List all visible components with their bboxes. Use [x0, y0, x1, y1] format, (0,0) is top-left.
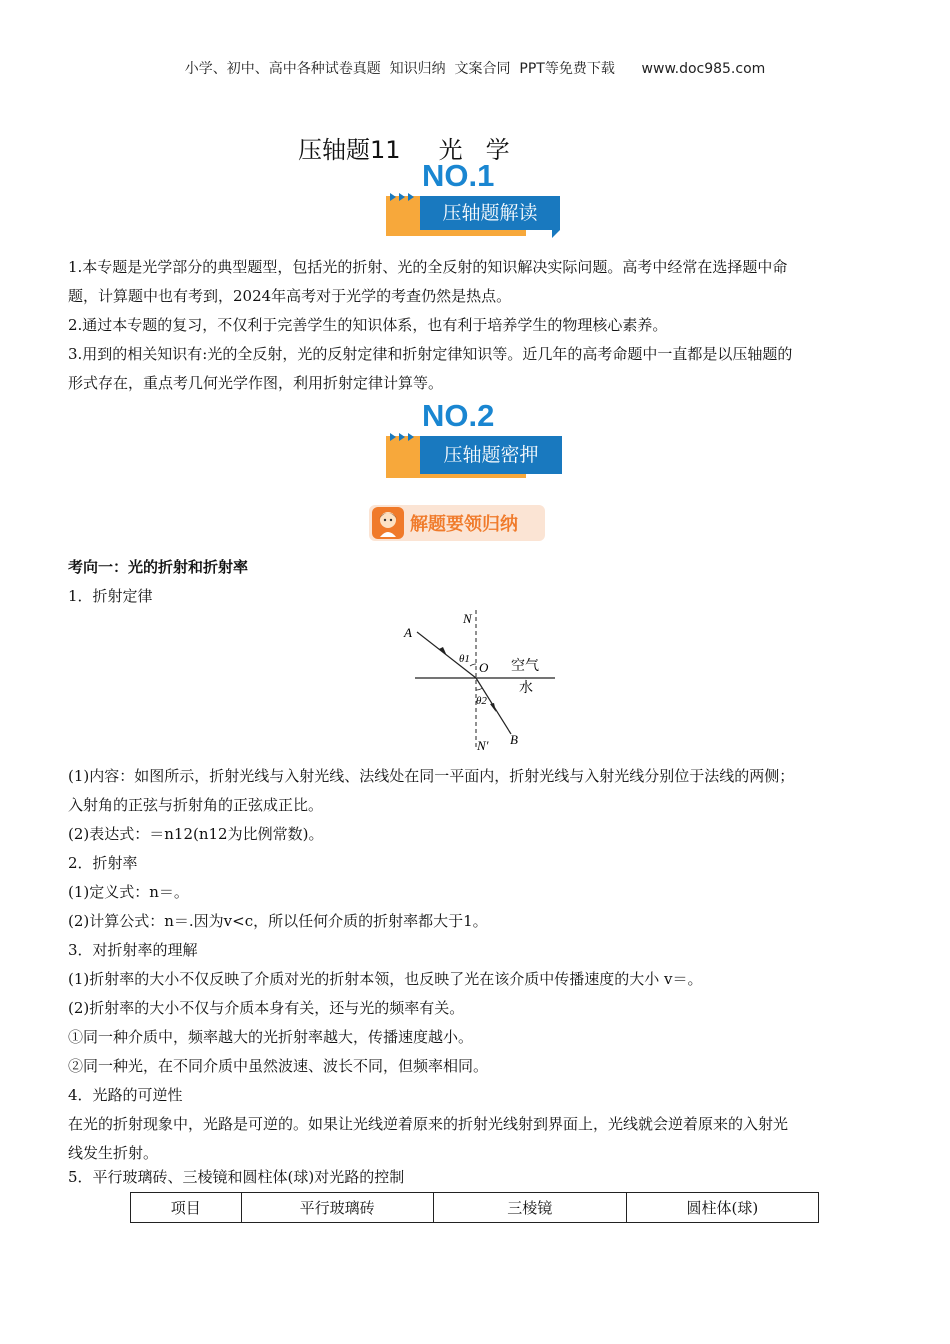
- label-water: 水: [519, 680, 533, 696]
- arrow-icon: [399, 193, 405, 201]
- body-line: 入射角的正弦与折射角的正弦成正比。: [68, 796, 324, 814]
- intro-line: 2.通过本专题的复习，不仅利于完善学生的知识体系，也有利于培养学生的物理核心素养。: [68, 316, 668, 334]
- badge-number: NO.2: [422, 398, 495, 433]
- angle-arc-2: [476, 688, 482, 690]
- angle-arc-1: [470, 664, 476, 666]
- intro-line: 3.用到的相关知识有:光的全反射，光的反射定律和折射定律知识等。近几年的高考命题中一直都是以压轴题的: [68, 345, 793, 363]
- label-N: N: [463, 611, 472, 626]
- arrow-icon: [390, 193, 396, 201]
- body-line: ②同一种光，在不同介质中虽然波速、波长不同，但频率相同。: [68, 1057, 489, 1075]
- body-line: 4．光路的可逆性: [68, 1086, 183, 1104]
- label-air: 空气: [511, 658, 539, 674]
- body-line: (1)定义式：n＝。: [68, 883, 189, 901]
- body-line: (1)折射率的大小不仅反映了介质对光的折射本领，也反映了光在该介质中传播速度的大小 v＝。: [68, 970, 703, 988]
- arrow-icon: [408, 193, 414, 201]
- table-header-cell: 圆柱体(球): [626, 1193, 818, 1223]
- body-line: 3．对折射率的理解: [68, 941, 198, 959]
- badge-corner-icon: [552, 230, 560, 238]
- body-line: 5．平行玻璃砖、三棱镜和圆柱体(球)对光路的控制: [68, 1168, 405, 1186]
- intro-line: 形式存在，重点考几何光学作图，利用折射定律计算等。: [68, 374, 444, 392]
- body-line: 2．折射率: [68, 854, 138, 872]
- badge-label: 压轴题密押: [420, 436, 562, 474]
- arrow-icon: [439, 647, 447, 656]
- body-line: 线发生折射。: [68, 1144, 159, 1162]
- table-header-row: [131, 1193, 819, 1223]
- intro-line: 1.本专题是光学部分的典型题型，包括光的折射、光的全反射的知识解决实际问题。高考中经常在选择题中命: [68, 258, 788, 276]
- table-header-cell: 平行玻璃砖: [241, 1193, 433, 1223]
- intro-line: 题，计算题中也有考到，2024年高考对于光学的考查仍然是热点。: [68, 287, 512, 305]
- site-url[interactable]: www.doc985.com: [641, 61, 766, 77]
- label-A: A: [404, 625, 412, 640]
- label-N-prime: N′: [477, 738, 489, 753]
- page-title: 压轴题11 光 学: [298, 136, 510, 164]
- site-banner: [0, 58, 950, 78]
- topic-heading: 考向一：光的折射和折射率: [68, 558, 249, 576]
- body-line: (2)表达式：＝n12(n12为比例常数)。: [68, 825, 324, 843]
- section-badge-1: [386, 160, 566, 242]
- badge-number: NO.1: [422, 158, 495, 193]
- body-line: ①同一种介质中，频率越大的光折射率越大，传播速度越小。: [68, 1028, 474, 1046]
- arrow-icon: [390, 433, 396, 441]
- table-header-cell: 三棱镜: [433, 1193, 626, 1223]
- label-theta1: θ1: [459, 653, 470, 665]
- banner-text: 小学、初中、高中各种试卷真题 知识归纳 文案合同 PPT等免费下载: [184, 61, 615, 77]
- label-theta2: θ2: [476, 695, 487, 707]
- label-O: O: [479, 660, 489, 675]
- section-badge-2: [386, 400, 566, 482]
- body-line: (1)内容：如图所示，折射光线与入射光线、法线处在同一平面内，折射光线与入射光线分别位于法线的两侧；: [68, 767, 795, 785]
- body-line: (2)折射率的大小不仅与介质本身有关，还与光的频率有关。: [68, 999, 465, 1017]
- label-B: B: [510, 732, 518, 747]
- body-line: (2)计算公式：n＝.因为v<c，所以任何介质的折射率都大于1。: [68, 912, 488, 930]
- comparison-table: [130, 1192, 819, 1223]
- arrow-icon: [399, 433, 405, 441]
- tip-label: 解题要领归纳: [410, 514, 518, 535]
- badge-label: 压轴题解读: [420, 196, 560, 230]
- body-line: 在光的折射现象中，光路是可逆的。如果让光线逆着原来的折射光线射到界面上，光线就会逆着原来的入射光: [68, 1115, 789, 1133]
- refraction-diagram: [395, 610, 565, 755]
- teacher-avatar-icon: [372, 507, 404, 539]
- subheading: 1．折射定律: [68, 587, 153, 605]
- table-header-cell: 项目: [131, 1193, 242, 1223]
- arrow-icon: [408, 433, 414, 441]
